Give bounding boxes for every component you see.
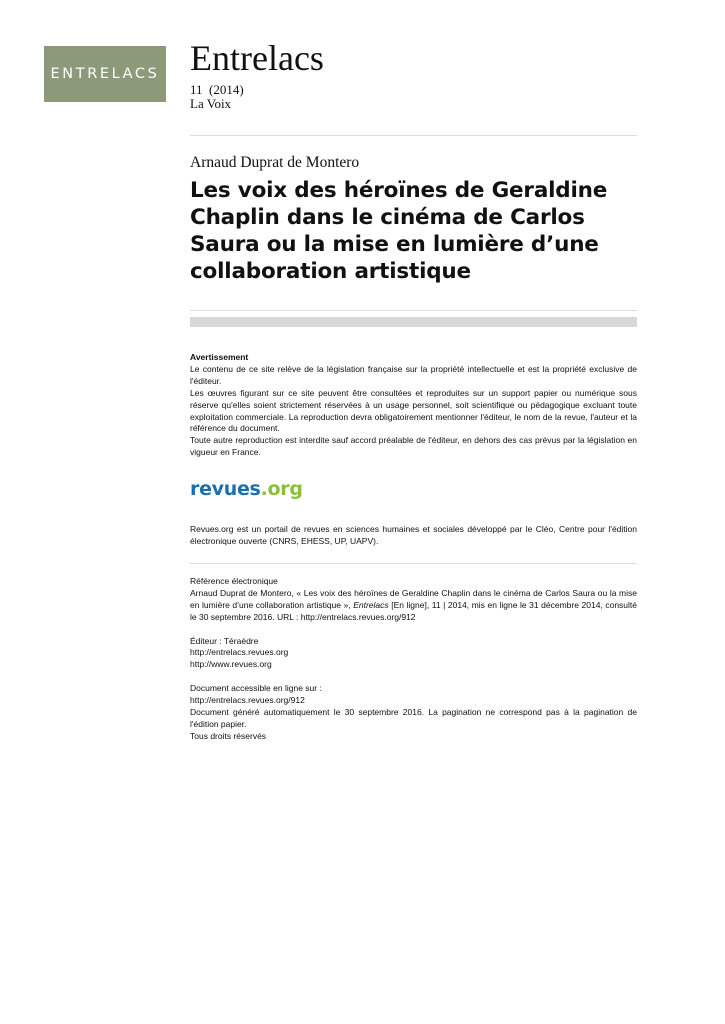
citation-text: Arnaud Duprat de Montero, « Les voix des héroïnes de Geraldine Chaplin dans le cinéma de Carlos Saura ou la mise en lumière d’une collaboration artistique », <box>190 587 637 610</box>
entrelacs-logo <box>44 46 166 102</box>
logo-text: ENTRELACS <box>50 66 160 82</box>
revues-logo-part2: .org <box>260 478 303 500</box>
notice-paragraph: Toute autre reproduction est interdite sauf accord préalable de l'éditeur, en dehors des cas prévus par la législation en vigueur en France. <box>190 435 637 458</box>
document-link[interactable]: http://entrelacs.revues.org/912 <box>190 695 305 706</box>
divider-middle <box>190 310 637 311</box>
article-author: Arnaud Duprat de Montero <box>190 154 360 171</box>
journal-title: Entrelacs <box>190 38 324 78</box>
divider-bottom <box>190 563 637 564</box>
revues-link[interactable]: http://www.revues.org <box>190 659 272 670</box>
grey-bar <box>190 317 637 327</box>
notice-block <box>190 352 637 459</box>
rights-text: Tous droits réservés <box>190 730 267 741</box>
issue-number: 11 (2014) <box>190 82 244 97</box>
notice-paragraph: Le contenu de ce site relève de la législation française sur la propriété intellectuelle et est la propriété exclusive de l'éditeur. <box>190 363 637 386</box>
reference-citation <box>190 588 637 624</box>
reference-label: Référence électronique <box>190 576 278 586</box>
citation-journal: Entrelacs <box>353 599 389 610</box>
article-title: Les voix des héroïnes de Geraldine Chaplin dans le cinéma de Carlos Saura ou la mise en lumière d’une collaboration artistique <box>190 178 608 284</box>
publisher-line: Éditeur : Téraèdre <box>190 635 259 646</box>
issue-theme: La Voix <box>190 96 232 111</box>
divider-top <box>190 135 637 136</box>
notice-paragraph: Les œuvres figurant sur ce site peuvent être consultées et reproduites sur un support papier ou numérique sous réserve qu'elles soient strictement réservées à un usage personnel, soit scientifique ou pédagogique excluant toute exploitation commerciale. La reproduction devra obligatoirement mentionner l'éditeur, le nom de la revue, l'auteur et la référence du document. <box>190 387 637 434</box>
notice-heading: Avertissement <box>190 352 249 362</box>
publisher-link[interactable]: http://entrelacs.revues.org <box>190 647 289 658</box>
document-generated: Document généré automatiquement le 30 septembre 2016. La pagination ne correspond pas à la pagination de l'édition papier. <box>190 706 637 729</box>
document-label: Document accessible en ligne sur : <box>190 683 322 694</box>
citation-text-end: [En ligne], 11 | 2014, mis en ligne le 31 décembre 2014, consulté le 30 septembre 2016. URL : http://entrelacs.revues.org/912 <box>190 599 637 622</box>
revues-logo[interactable] <box>190 478 303 500</box>
revues-logo-part1: revues <box>190 478 261 500</box>
reference-block <box>190 576 637 743</box>
portal-description: Revues.org est un portail de revues en sciences humaines et sociales développé par le Cléo, Centre pour l'édition électronique ouverte (CNRS, EHESS, UP, UAPV). <box>190 524 637 546</box>
